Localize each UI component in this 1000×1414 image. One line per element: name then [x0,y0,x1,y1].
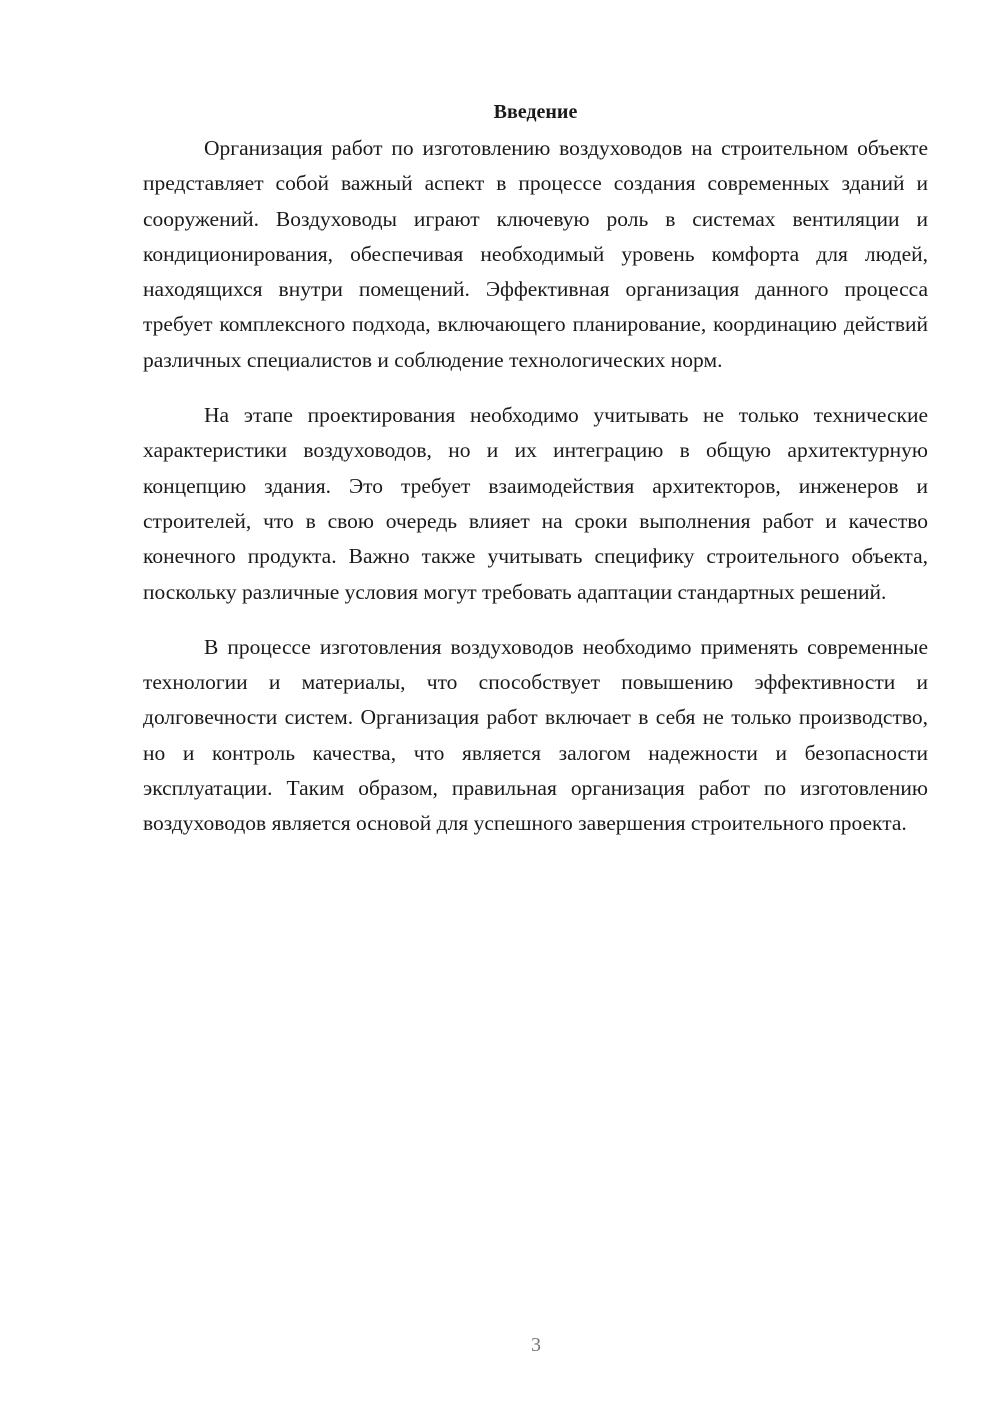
page-title: Введение [493,101,578,123]
page-content [143,93,928,842]
paragraph-3: В процессе изготовления воздуховодов необходимо применять современные технологии и материалы, что способствует повышению эффективности и долговечности систем. Организация работ включает в себя не только производство, но и контроль качества, что является залогом надежности и безопасности эксплуатации. Таким образом, правильная организация работ по изготовлению воздуховодов является основой для успешного завершения строительного проекта. [143,634,928,836]
page-number: 3 [531,1334,541,1356]
paragraph-1: Организация работ по изготовлению воздуховодов на строительном объекте представляет собой важный аспект в процессе создания современных зданий и сооружений. Воздуховоды играют ключевую роль в системах вентиляции и кондиционирования, обеспечивая необходимый уровень комфорта для людей, находящихся внутри помещений. Эффективная организация данного процесса требует комплексного подхода, включающего планирование, координацию действий различных специалистов и соблюдение технологических норм. [143,136,928,372]
paragraph-2: На этапе проектирования необходимо учитывать не только технические характеристики воздуховодов, но и их интеграцию в общую архитектурную концепцию здания. Это требует взаимодействия архитекторов, инженеров и строителей, что в свою очередь влияет на сроки выполнения работ и качество конечного продукта. Важно также учитывать специфику строительного объекта, поскольку различные условия могут требовать адаптации стандартных решений. [143,403,928,604]
